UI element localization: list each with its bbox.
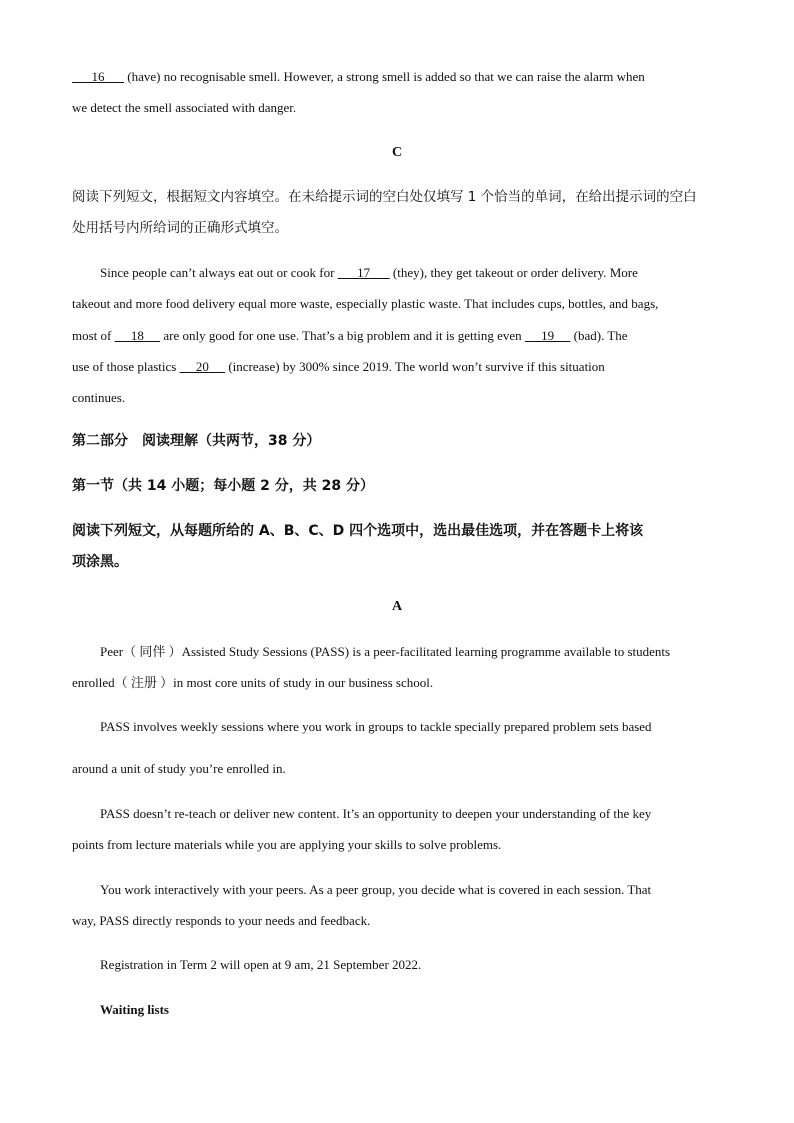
- text-line: You work interactively with your peers. As a peer group, you decide what is covered in each session. That: [100, 882, 652, 897]
- blank-17[interactable]: 17: [337, 265, 390, 280]
- text-line: Registration in Term 2 will open at 9 am, 21 September 2022.: [100, 957, 422, 972]
- text-line: [72, 328, 628, 344]
- text-segment: (bad). The: [570, 328, 628, 343]
- text-line: continues.: [72, 390, 126, 405]
- subheading: Waiting lists: [100, 1002, 169, 1017]
- blank-20[interactable]: 20: [179, 359, 226, 374]
- blank-16[interactable]: 16: [72, 69, 124, 84]
- text-line: [100, 265, 638, 281]
- text-line: enrolled（ 注册 ）in most core units of study in our business school.: [72, 675, 434, 690]
- text-segment: (increase) by 300% since 2019. The world won’t survive if this situation: [225, 359, 605, 374]
- section-title: 第一节（共 14 小题；每小题 2 分，共 28 分）: [72, 478, 374, 494]
- instruction-line: 阅读下列短文，根据短文内容填空。在未给提示词的空白处仅填写 1 个恰当的单词，在给出提示词的空白: [72, 189, 697, 205]
- text-line: Peer（ 同伴 ）Assisted Study Sessions (PASS) is a peer-facilitated learning programme available to students: [100, 644, 671, 659]
- text-line: [72, 69, 645, 85]
- text-line: PASS doesn’t re-teach or deliver new content. It’s an opportunity to deepen your understanding of the key: [100, 806, 652, 821]
- text-line: [72, 359, 605, 375]
- text-line: way, PASS directly responds to your needs and feedback.: [72, 913, 371, 928]
- instruction-line: 阅读下列短文，从每题所给的 A、B、C、D 四个选项中，选出最佳选项，并在答题卡上将该: [72, 523, 644, 539]
- text-line: we detect the smell associated with danger.: [72, 100, 297, 115]
- text-segment: (they), they get takeout or order delivery. More: [389, 265, 638, 280]
- text-line: takeout and more food delivery equal more waste, especially plastic waste. That includes cups, bottles, and bags,: [72, 296, 659, 311]
- text-line: points from lecture materials while you are applying your skills to solve problems.: [72, 837, 502, 852]
- text-segment: (have) no recognisable smell. However, a strong smell is added so that we can raise the alarm when: [124, 69, 645, 84]
- part-title: 第二部分 阅读理解（共两节，38 分）: [72, 433, 321, 449]
- section-heading-c: C: [391, 145, 403, 160]
- passage-heading-a: A: [391, 599, 403, 614]
- text-segment: are only good for one use. That’s a big problem and it is getting even: [160, 328, 525, 343]
- text-segment: Since people can’t always eat out or cook for: [100, 265, 338, 280]
- blank-19[interactable]: 19: [524, 328, 571, 343]
- instruction-line: 项涂黑。: [72, 554, 128, 570]
- blank-18[interactable]: 18: [114, 328, 161, 343]
- text-segment: most of: [72, 328, 115, 343]
- text-segment: use of those plastics: [72, 359, 180, 374]
- text-line: around a unit of study you’re enrolled in.: [72, 761, 286, 776]
- text-line: PASS involves weekly sessions where you work in groups to tackle specially prepared problem sets based: [100, 719, 652, 734]
- instruction-line: 处用括号内所给词的正确形式填空。: [72, 220, 288, 236]
